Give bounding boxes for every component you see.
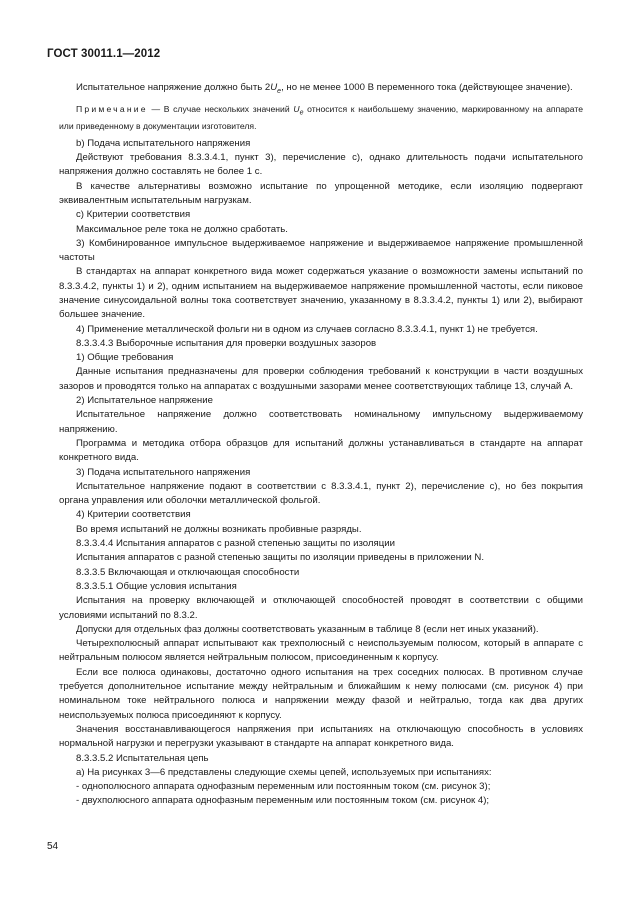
paragraph xyxy=(59,365,583,394)
paragraph xyxy=(59,208,583,222)
paragraph xyxy=(59,81,583,99)
text-run: 8.3.3.5.2 Испытательная цепь xyxy=(76,752,209,764)
text-run: , но не менее 1000 В переменного тока (действующее значение). xyxy=(281,82,573,93)
paragraph xyxy=(59,537,583,551)
text-run: 8.3.3.5 Включающая и отключающая способности xyxy=(76,566,300,578)
text-run: Данные испытания предназначены для проверки соблюдения требований к конструкции в части воздушных зазоров и проводятся только на аппаратах с воздушными зазорами менее соответствующих таблице 13, случай А. xyxy=(59,366,583,392)
paragraph xyxy=(59,394,583,408)
text-run: 3) Комбинированное импульсное выдерживаемое напряжение и выдерживаемое напряжение промышленной частоты xyxy=(59,237,583,264)
text-run: Испытательное напряжение должно быть 2 xyxy=(76,82,271,93)
paragraph xyxy=(59,523,583,537)
page-number: 54 xyxy=(47,841,59,852)
text-run: - однополюсного аппарата однофазным переменным или постоянным током (см. рисунок 3); xyxy=(76,781,491,793)
paragraph xyxy=(59,437,583,466)
text-run: а) На рисунках 3—6 представлены следующие схемы цепей, используемых при испытаниях: xyxy=(76,766,492,778)
text-run: 4) Критерии соответствия xyxy=(76,509,191,521)
text-run: В стандартах на аппарат конкретного вида может содержаться указание о возможности замены испытаний по 8.3.3.4.2, пункты 1) и 2), одним испытанием на выдерживаемое напряжение промышленной частоты, если пиковое значение синусоидальной волны тока соответствует значению, указанному в 8.3.3.4.2, пункты 1) или 2), выбирают большее значение. xyxy=(59,266,583,321)
text-run: Четырехполюсный аппарат испытывают как трехполюсный с неиспользуемым полюсом, который в аппарате с нейтральным полюсом является нейтральным полюсом, присоединенным к корпусу. xyxy=(59,638,583,664)
paragraph xyxy=(59,766,583,780)
note-paragraph xyxy=(59,103,583,133)
text-run: Испытания аппаратов с разной степенью защиты по изоляции приведены в приложении N. xyxy=(76,552,485,564)
paragraph xyxy=(59,480,583,509)
paragraph xyxy=(59,666,583,723)
text-run: 8.3.3.4.4 Испытания аппаратов с разной степенью защиты по изоляции xyxy=(76,538,395,550)
text-run: 3) Подача испытательного напряжения xyxy=(76,466,251,478)
paragraph xyxy=(59,265,583,322)
paragraph xyxy=(59,408,583,437)
text-run: - двухполюсного аппарата однофазным переменным или постоянным током (см. рисунок 4); xyxy=(76,795,490,807)
text-run: Действуют требования 8.3.3.4.1, пункт 3), перечисление с), однако длительность подачи испытательного напряжения должно составлять не более 1 с. xyxy=(59,152,583,178)
text-run: Максимальное реле тока не должно сработать. xyxy=(76,223,288,235)
paragraph xyxy=(59,623,583,637)
text-run: 8.3.3.4.3 Выборочные испытания для проверки воздушных зазоров xyxy=(76,337,377,349)
paragraph xyxy=(59,723,583,752)
subscript: e xyxy=(299,109,304,117)
paragraph xyxy=(59,566,583,580)
document-header: ГОСТ 30011.1—2012 xyxy=(47,48,161,60)
paragraph xyxy=(59,752,583,766)
text-run: Программа и методика отбора образцов для испытаний должны устанавливаться в стандарте на аппарат конкретного вида. xyxy=(59,437,583,464)
paragraph xyxy=(59,223,583,237)
text-run: — В случае нескольких значений xyxy=(147,104,294,115)
paragraph xyxy=(59,237,583,266)
paragraph xyxy=(59,180,583,209)
paragraph xyxy=(59,337,583,351)
text-run: 2) Испытательное напряжение xyxy=(76,395,213,407)
paragraph xyxy=(59,151,583,180)
text-run: Если все полюса одинаковы, достаточно одного испытания на трех соседних полюсах. В противном случае требуется дополнительное испытание между нейтральным и ближайшим к нему полюсами (см. рисунок 4) при номинальном токе нейтрального полюса и напряжении между фазой и нейтралью, тогда как два других неиспользуемых полюса присоединяют к корпусу. xyxy=(59,666,583,721)
italic-symbol: U xyxy=(270,82,278,93)
paragraph xyxy=(59,780,583,794)
italic-symbol: U xyxy=(293,104,300,115)
text-run: Во время испытаний не должны возникать пробивные разряды. xyxy=(76,523,362,535)
paragraph xyxy=(59,323,583,337)
paragraph xyxy=(59,466,583,480)
text-run: b) Подача испытательного напряжения xyxy=(76,137,251,149)
paragraph xyxy=(59,137,583,151)
text-run: относится к наибольшему значению, маркированному на аппарате или приведенному в документации изготовителя. xyxy=(59,104,584,132)
text-run: Испытательное напряжение подают в соответствии с 8.3.3.4.1, пункт 2), перечисление с), но без покрытия органа управления или оболочки металлической фольгой. xyxy=(59,480,583,507)
document-body xyxy=(59,81,583,809)
text-run: Значения восстанавливающегося напряжения при испытаниях на отключающую способность в условиях нормальной нагрузки и перегрузки указывают в стандарте на аппарат конкретного вида. xyxy=(59,723,583,750)
note-label: Примечание xyxy=(76,104,148,115)
text-run: 8.3.3.5.1 Общие условия испытания xyxy=(76,580,237,592)
text-run: с) Критерии соответствия xyxy=(76,209,191,221)
text-run: 4) Применение металлической фольги ни в одном из случаев согласно 8.3.3.4.1, пункт 1) не требуется. xyxy=(76,323,538,335)
text-run: Испытательное напряжение должно соответствовать номинальному импульсному выдерживаемому напряжению. xyxy=(59,409,583,435)
paragraph xyxy=(59,580,583,594)
text-run: В качестве альтернативы возможно испытание по упрощенной методике, если изоляцию подвергают эквивалентным испытательным нагрузкам. xyxy=(59,180,583,206)
paragraph xyxy=(59,551,583,565)
paragraph xyxy=(59,594,583,623)
paragraph xyxy=(59,508,583,522)
text-run: Испытания на проверку включающей и отключающей способностей проводят в соответствии с общими условиями испытаний по 8.3.2. xyxy=(59,595,583,621)
paragraph xyxy=(59,637,583,666)
paragraph xyxy=(59,351,583,365)
text-run: 1) Общие требования xyxy=(76,352,174,364)
paragraph xyxy=(59,794,583,808)
text-run: Допуски для отдельных фаз должны соответствовать указанным в таблице 8 (если нет иных указаний). xyxy=(76,623,539,635)
subscript: e xyxy=(277,87,282,95)
